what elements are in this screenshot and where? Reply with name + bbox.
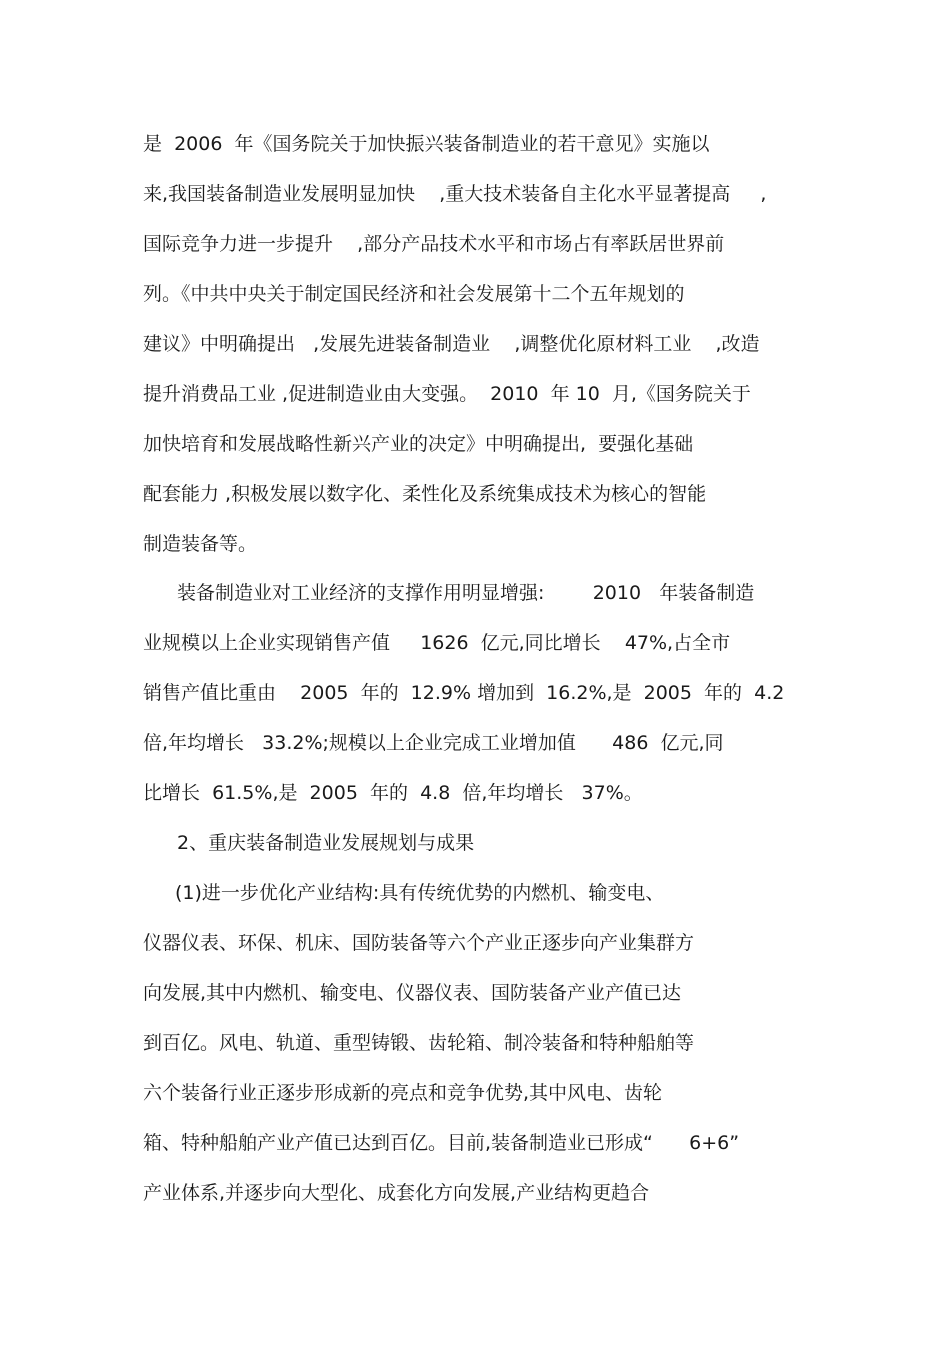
text-line: 箱、特种船舶产业产值已达到百亿。目前,装备制造业已形成“ 6+6” (143, 1132, 740, 1154)
text-line: 销售产值比重由 2005 年的 12.9% 增加到 16.2%,是 2005 年的 4.2 (143, 682, 785, 704)
text-line: 建议》中明确提出 ,发展先进装备制造业 ,调整优化原材料工业 ,改造 (143, 333, 760, 355)
text-line: 国际竞争力进一步提升 ,部分产品技术水平和市场占有率跃居世界前 (143, 233, 725, 255)
text-line: 向发展,其中内燃机、输变电、仪器仪表、国防装备产业产值已达 (143, 982, 682, 1004)
text-line: 是 2006 年《国务院关于加快振兴装备制造业的若干意见》实施以 (143, 133, 710, 155)
text-line: 仪器仪表、环保、机床、国防装备等六个产业正逐步向产业集群方 (143, 932, 695, 954)
text-line: 加快培育和发展战略性新兴产业的决定》中明确提出, 要强化基础 (143, 433, 694, 455)
text-line: 比增长 61.5%,是 2005 年的 4.8 倍,年均增长 37%。 (143, 782, 643, 804)
text-line: 倍,年均增长 33.2%;规模以上企业完成工业增加值 486 亿元,同 (143, 732, 724, 754)
text-line: 业规模以上企业实现销售产值 1626 亿元,同比增长 47%,占全市 (143, 632, 731, 654)
text-line: 六个装备行业正逐步形成新的亮点和竞争优势,其中风电、齿轮 (143, 1082, 663, 1104)
text-line: 制造装备等。 (143, 533, 258, 555)
paragraph-first-line: (1)进一步优化产业结构:具有传统优势的内燃机、输变电、 (175, 882, 665, 904)
text-line: 产业体系,并逐步向大型化、成套化方向发展,产业结构更趋合 (143, 1182, 650, 1204)
text-line: 提升消费品工业 ,促进制造业由大变强。 2010 年 10 月,《国务院关于 (143, 383, 751, 405)
text-line: 来,我国装备制造业发展明显加快 ,重大技术装备自主化水平显著提高 , (143, 183, 767, 205)
text-line: 列。《中共中央关于制定国民经济和社会发展第十二个五年规划的 (143, 283, 685, 305)
text-line: 到百亿。风电、轨道、重型铸锻、齿轮箱、制冷装备和特种船舶等 (143, 1032, 695, 1054)
section-heading: 2、重庆装备制造业发展规划与成果 (177, 832, 475, 854)
text-line: 配套能力 ,积极发展以数字化、柔性化及系统集成技术为核心的智能 (143, 483, 707, 505)
paragraph-first-line: 装备制造业对工业经济的支撑作用明显增强: 2010 年装备制造 (177, 582, 755, 604)
